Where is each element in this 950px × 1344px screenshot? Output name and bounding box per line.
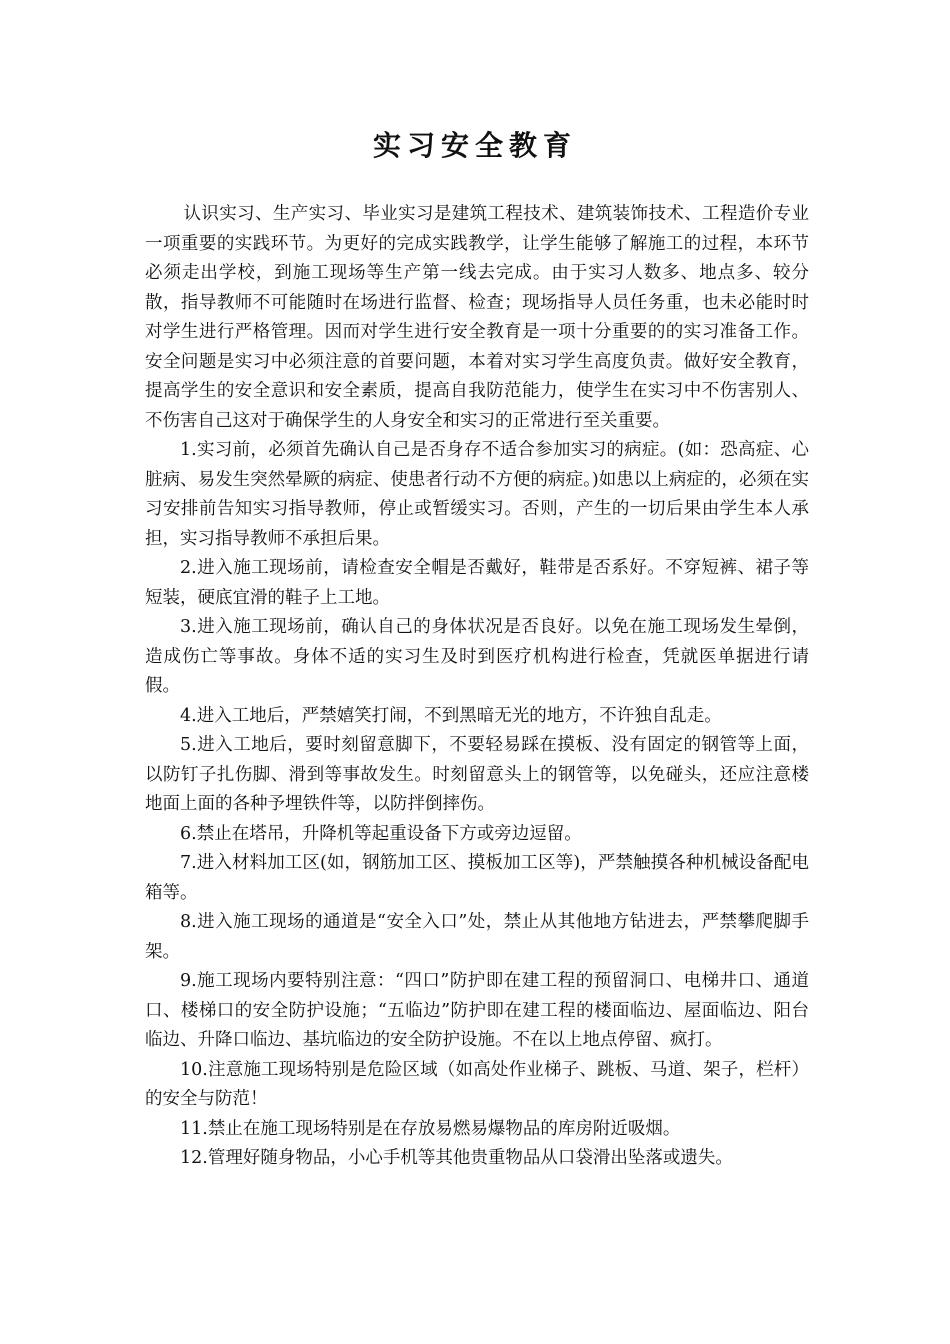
- document-body: [145, 200, 809, 1174]
- rule-item-5: 5.进入工地后，要时刻留意脚下，不要轻易踩在摸板、没有固定的钢管等上面，以防钉子扎伤脚、滑到等事故发生。时刻留意头上的钢管等，以免碰头，还应注意楼地面上面的各种予埋铁件等，以防拌倒摔伤。: [145, 735, 809, 814]
- rule-item-10: 10.注意施工现场特别是危险区域（如高处作业梯子、跳板、马道、架子，栏杆）的安全与防范！: [145, 1059, 809, 1109]
- rule-item-9: 9.施工现场内要特别注意：“四口”防护即在建工程的预留洞口、电梯井口、通道口、楼梯口的安全防护设施；“五临边”防护即在建工程的楼面临边、屋面临边、阳台临边、升降口临边、基坑临边的安全防护设施。不在以上地点停留、疯打。: [145, 971, 809, 1050]
- document-title: 实习安全教育: [372, 129, 577, 162]
- rule-item-3: 3.进入施工现场前，确认自己的身体状况是否良好。以免在施工现场发生晕倒，造成伤亡等事故。身体不适的实习生及时到医疗机构进行检查，凭就医单据进行请假。: [145, 617, 809, 696]
- rule-item-6: 6.禁止在塔吊，升降机等起重设备下方或旁边逗留。: [180, 823, 582, 844]
- rule-item-12: 12.管理好随身物品，小心手机等其他贵重物品从口袋滑出坠落或遗失。: [180, 1148, 733, 1168]
- rule-item-1: 1.实习前，必须首先确认自己是否身存不适合参加实习的病症。(如：恐高症、心脏病、易发生突然晕厥的病症、使患者行动不方便的病症。)如患以上病症的，必须在实习安排前告知实习指导教师，停止或暂缓实习。否则，产生的一切后果由学生本人承担，实习指导教师不承担后果。: [145, 440, 809, 549]
- rule-item-8: 8.进入施工现场的通道是“安全入口”处，禁止从其他地方钻进去，严禁攀爬脚手架。: [145, 912, 809, 962]
- intro-paragraph: 认识实习、生产实习、毕业实习是建筑工程技术、建筑装饰技术、工程造价专业一项重要的实践环节。为更好的完成实践教学，让学生能够了解施工的过程，本环节必须走出学校，到施工现场等生产第一线去完成。由于实习人数多、地点多、较分散，指导教师不可能随时在场进行监督、检查；现场指导人员任务重，也未必能时时对学生进行严格管理。因而对学生进行安全教育是一项十分重要的的实习准备工作。安全问题是实习中必须注意的首要问题，本着对实习学生高度负责。做好安全教育，提高学生的安全意识和安全素质，提高自我防范能力，使学生在实习中不伤害别人、不伤害自己这对于确保学生的人身安全和实习的正常进行至关重要。: [145, 204, 809, 431]
- rule-item-2: 2.进入施工现场前，请检查安全帽是否戴好，鞋带是否系好。不穿短裤、裙子等短装，硬底宜滑的鞋子上工地。: [145, 558, 809, 608]
- rule-item-4: 4.进入工地后，严禁嬉笑打闹，不到黑暗无光的地方，不许独自乱走。: [180, 705, 722, 726]
- rule-item-7: 7.进入材料加工区(如，钢筋加工区、摸板加工区等)，严禁触摸各种机械设备配电箱等。: [145, 853, 809, 903]
- rule-item-11: 11.禁止在施工现场特别是在存放易燃易爆物品的库房附近吸烟。: [180, 1118, 681, 1139]
